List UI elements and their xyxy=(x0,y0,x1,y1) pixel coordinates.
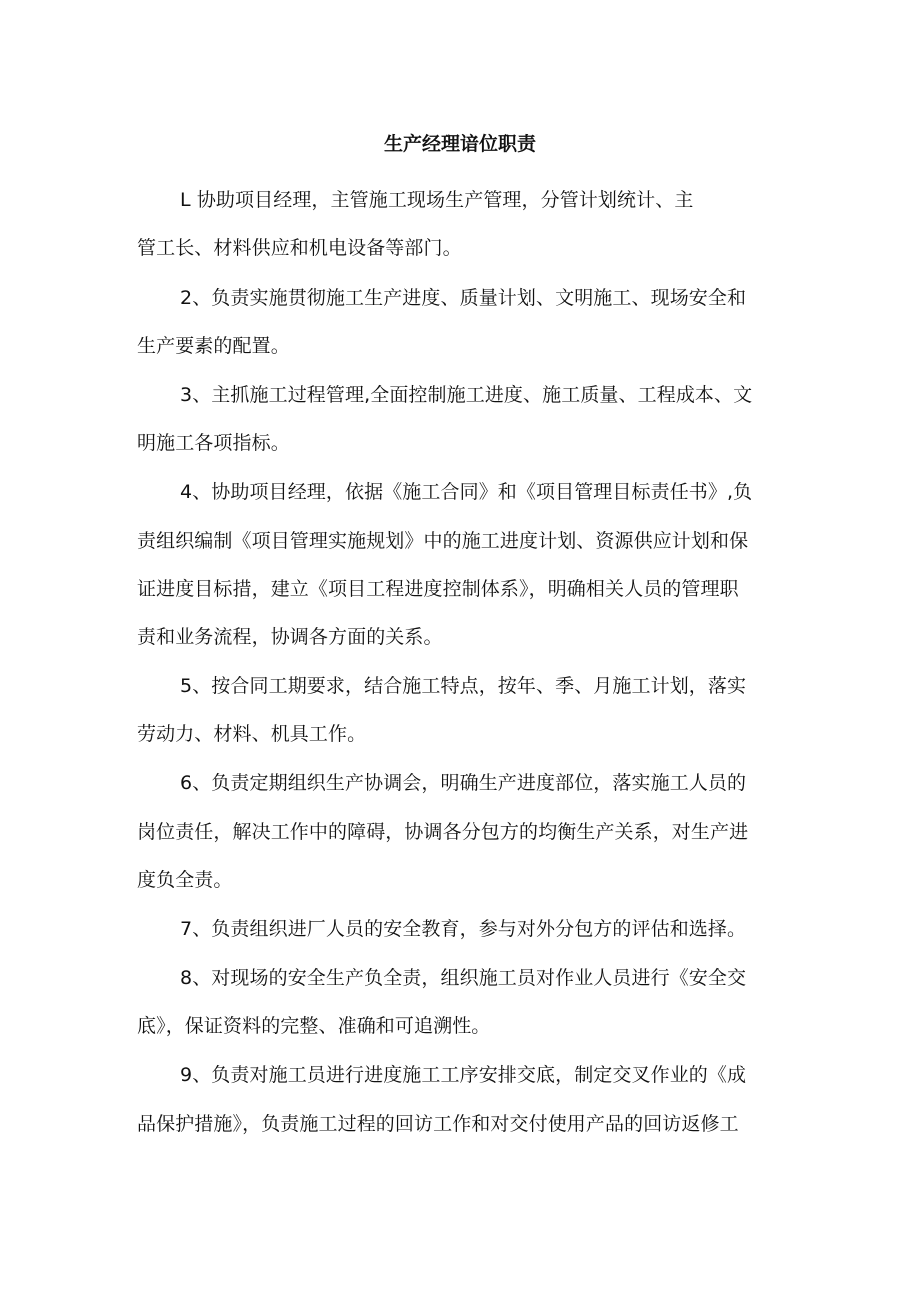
paragraph-8-line-1: 8、对现场的安全生产负全责，组织施工员对作业人员进行《安全交 xyxy=(180,967,747,989)
paragraph-9-line-1: 9、负责对施工员进行进度施工工序安排交底，制定交叉作业的《成 xyxy=(180,1064,747,1086)
paragraph-2-line-1: 2、负责实施贯彻施工生产进度、质量计划、文明施工、现场安全和 xyxy=(180,287,747,309)
paragraph-9-line-2: 品保护措施》，负责施工过程的回访工作和对交付使用产品的回访返修工 xyxy=(137,1113,739,1135)
document-title: 生产经理谙位职责 xyxy=(383,133,536,155)
paragraph-3-line-2: 明施工各项指标。 xyxy=(137,432,290,454)
paragraph-4-line-4: 责和业务流程，协调各方面的关系。 xyxy=(137,626,443,648)
paragraph-3-line-1: 3、主抓施工过程管理,全面控制施工进度、施工质量、工程成本、文 xyxy=(180,384,753,406)
paragraph-7-line-1: 7、负责组织进厂人员的安全教育，参与对外分包方的评估和选择。 xyxy=(180,918,747,940)
paragraph-6-line-3: 度负全责。 xyxy=(137,869,233,891)
paragraph-8-line-2: 底》，保证资料的完整、准确和可追溯性。 xyxy=(137,1015,491,1037)
paragraph-5-line-2: 劳动力、材料、机具工作。 xyxy=(137,723,367,745)
paragraph-4-line-3: 证进度目标措，建立《项目工程进度控制体系》，明确相关人员的管理职 xyxy=(137,578,739,600)
paragraph-4-line-1: 4、协助项目经理，依据《施工合同》和《项目管理目标责任书》,负 xyxy=(180,481,753,503)
paragraph-5-line-1: 5、按合同工期要求，结合施工特点，按年、季、月施工计划，落实 xyxy=(180,675,747,697)
paragraph-6-line-1: 6、负责定期组织生产协调会，明确生产进度部位，落实施工人员的 xyxy=(180,772,747,794)
paragraph-4-line-2: 责组织编制《项目管理实施规划》中的施工进度计划、资源供应计划和保 xyxy=(137,530,749,552)
paragraph-1-line-2: 管工长、材料供应和机电设备等部门。 xyxy=(137,237,462,259)
paragraph-6-line-2: 岗位责任，解决工作中的障碍，协调各分包方的均衡生产关系，对生产进 xyxy=(137,821,749,843)
paragraph-1-line-1: L 协助项目经理，主管施工现场生产管理，分管计划统计、主 xyxy=(180,189,694,211)
paragraph-2-line-2: 生产要素的配置。 xyxy=(137,335,290,357)
